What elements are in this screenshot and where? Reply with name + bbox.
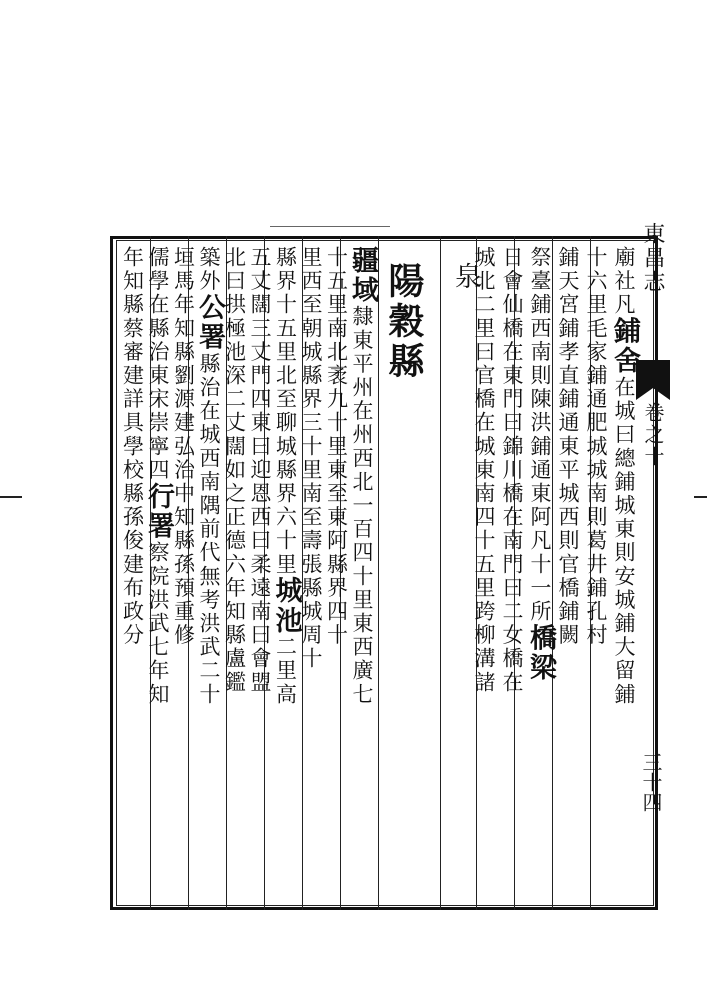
body-text: 日會仙橋在東門曰錦川橋在南門曰二女橋在 <box>500 246 524 695</box>
header-volume <box>638 402 668 722</box>
body-text: 縣孫俊建布政分 <box>120 482 145 648</box>
section-heading: 公署 <box>194 293 225 353</box>
body-text: 五丈闊三丈門四東曰迎恩西曰柔遠南曰會盟 <box>248 246 272 695</box>
text-column <box>609 246 640 906</box>
text-column <box>556 246 580 906</box>
text-column <box>325 246 349 906</box>
book-title: 東昌志 <box>640 222 665 294</box>
body-text: 泉 <box>450 262 481 289</box>
body-text: 廟社凡 <box>612 246 636 317</box>
text-column <box>270 246 302 906</box>
body-text: 十六里 <box>584 246 608 317</box>
text-column <box>194 246 225 906</box>
text-column <box>500 246 524 906</box>
section-heading: 鋪舍 <box>609 316 640 377</box>
scan-mark <box>270 226 390 227</box>
body-text: 祭臺鋪西南則陳洪鋪通東阿凡十一所 <box>528 246 552 624</box>
scan-mark <box>0 496 22 498</box>
text-column <box>299 246 323 906</box>
body-text: 年知縣蔡審建詳具學校 <box>120 246 145 482</box>
text-column <box>450 262 485 289</box>
body-text: 隸東平州在州西北一百四十里東西廣七 <box>350 305 374 707</box>
text-column <box>143 246 174 906</box>
body-text: 垣馬 <box>171 246 196 294</box>
text-column <box>472 246 496 906</box>
text-column <box>121 246 145 906</box>
body-text: 察院洪武七年知 <box>146 541 170 707</box>
body-text: 築外 <box>197 246 221 294</box>
text-column <box>347 246 378 906</box>
body-text: 縣治在城西南隅前代無考洪武二十 <box>197 352 221 707</box>
text-column <box>525 246 556 906</box>
body-text: 二里高 <box>273 635 298 707</box>
body-text: 里西至朝城縣界三十里南至壽張縣城周十 <box>299 246 323 671</box>
section-heading: 行署 <box>143 482 174 542</box>
body-text: 年知縣劉源建弘治中知縣孫預重修 <box>171 293 196 648</box>
section-heading: 橋梁 <box>525 623 556 683</box>
body-text: 儒學在縣治東宋崇寧四 <box>146 246 170 482</box>
body-text: 鋪天宮鋪孝直鋪通東平城西則官橋鋪闕 <box>556 246 580 648</box>
text-column <box>584 246 608 906</box>
body-text: 北曰拱極池深二丈闊如之正德六年知縣盧鑑 <box>222 246 247 695</box>
body-text: 城北二里曰官橋在城東南四十五里跨柳溝諸 <box>472 246 496 695</box>
page-number: 三十四 <box>639 752 663 812</box>
section-title: 陽穀縣 <box>383 262 425 382</box>
body-text: 十五里南北袤九十里東至東阿縣界四十 <box>324 246 349 648</box>
section-heading: 疆域 <box>347 246 378 306</box>
section-heading: 城池 <box>270 576 302 636</box>
column-rule <box>552 236 553 910</box>
text-column <box>172 246 196 906</box>
volume-label: 卷之十 <box>641 402 665 468</box>
body-text: 毛家鋪通肥城城南則葛井鋪孔村 <box>584 316 608 648</box>
text-column <box>223 246 247 906</box>
scan-mark <box>694 496 707 498</box>
body-text: 在城曰總鋪城東則安城鋪大留鋪 <box>612 376 636 707</box>
text-column <box>248 246 272 906</box>
body-text: 縣界十五里北至聊城縣界六十里 <box>273 246 298 577</box>
column-rule <box>440 236 441 910</box>
